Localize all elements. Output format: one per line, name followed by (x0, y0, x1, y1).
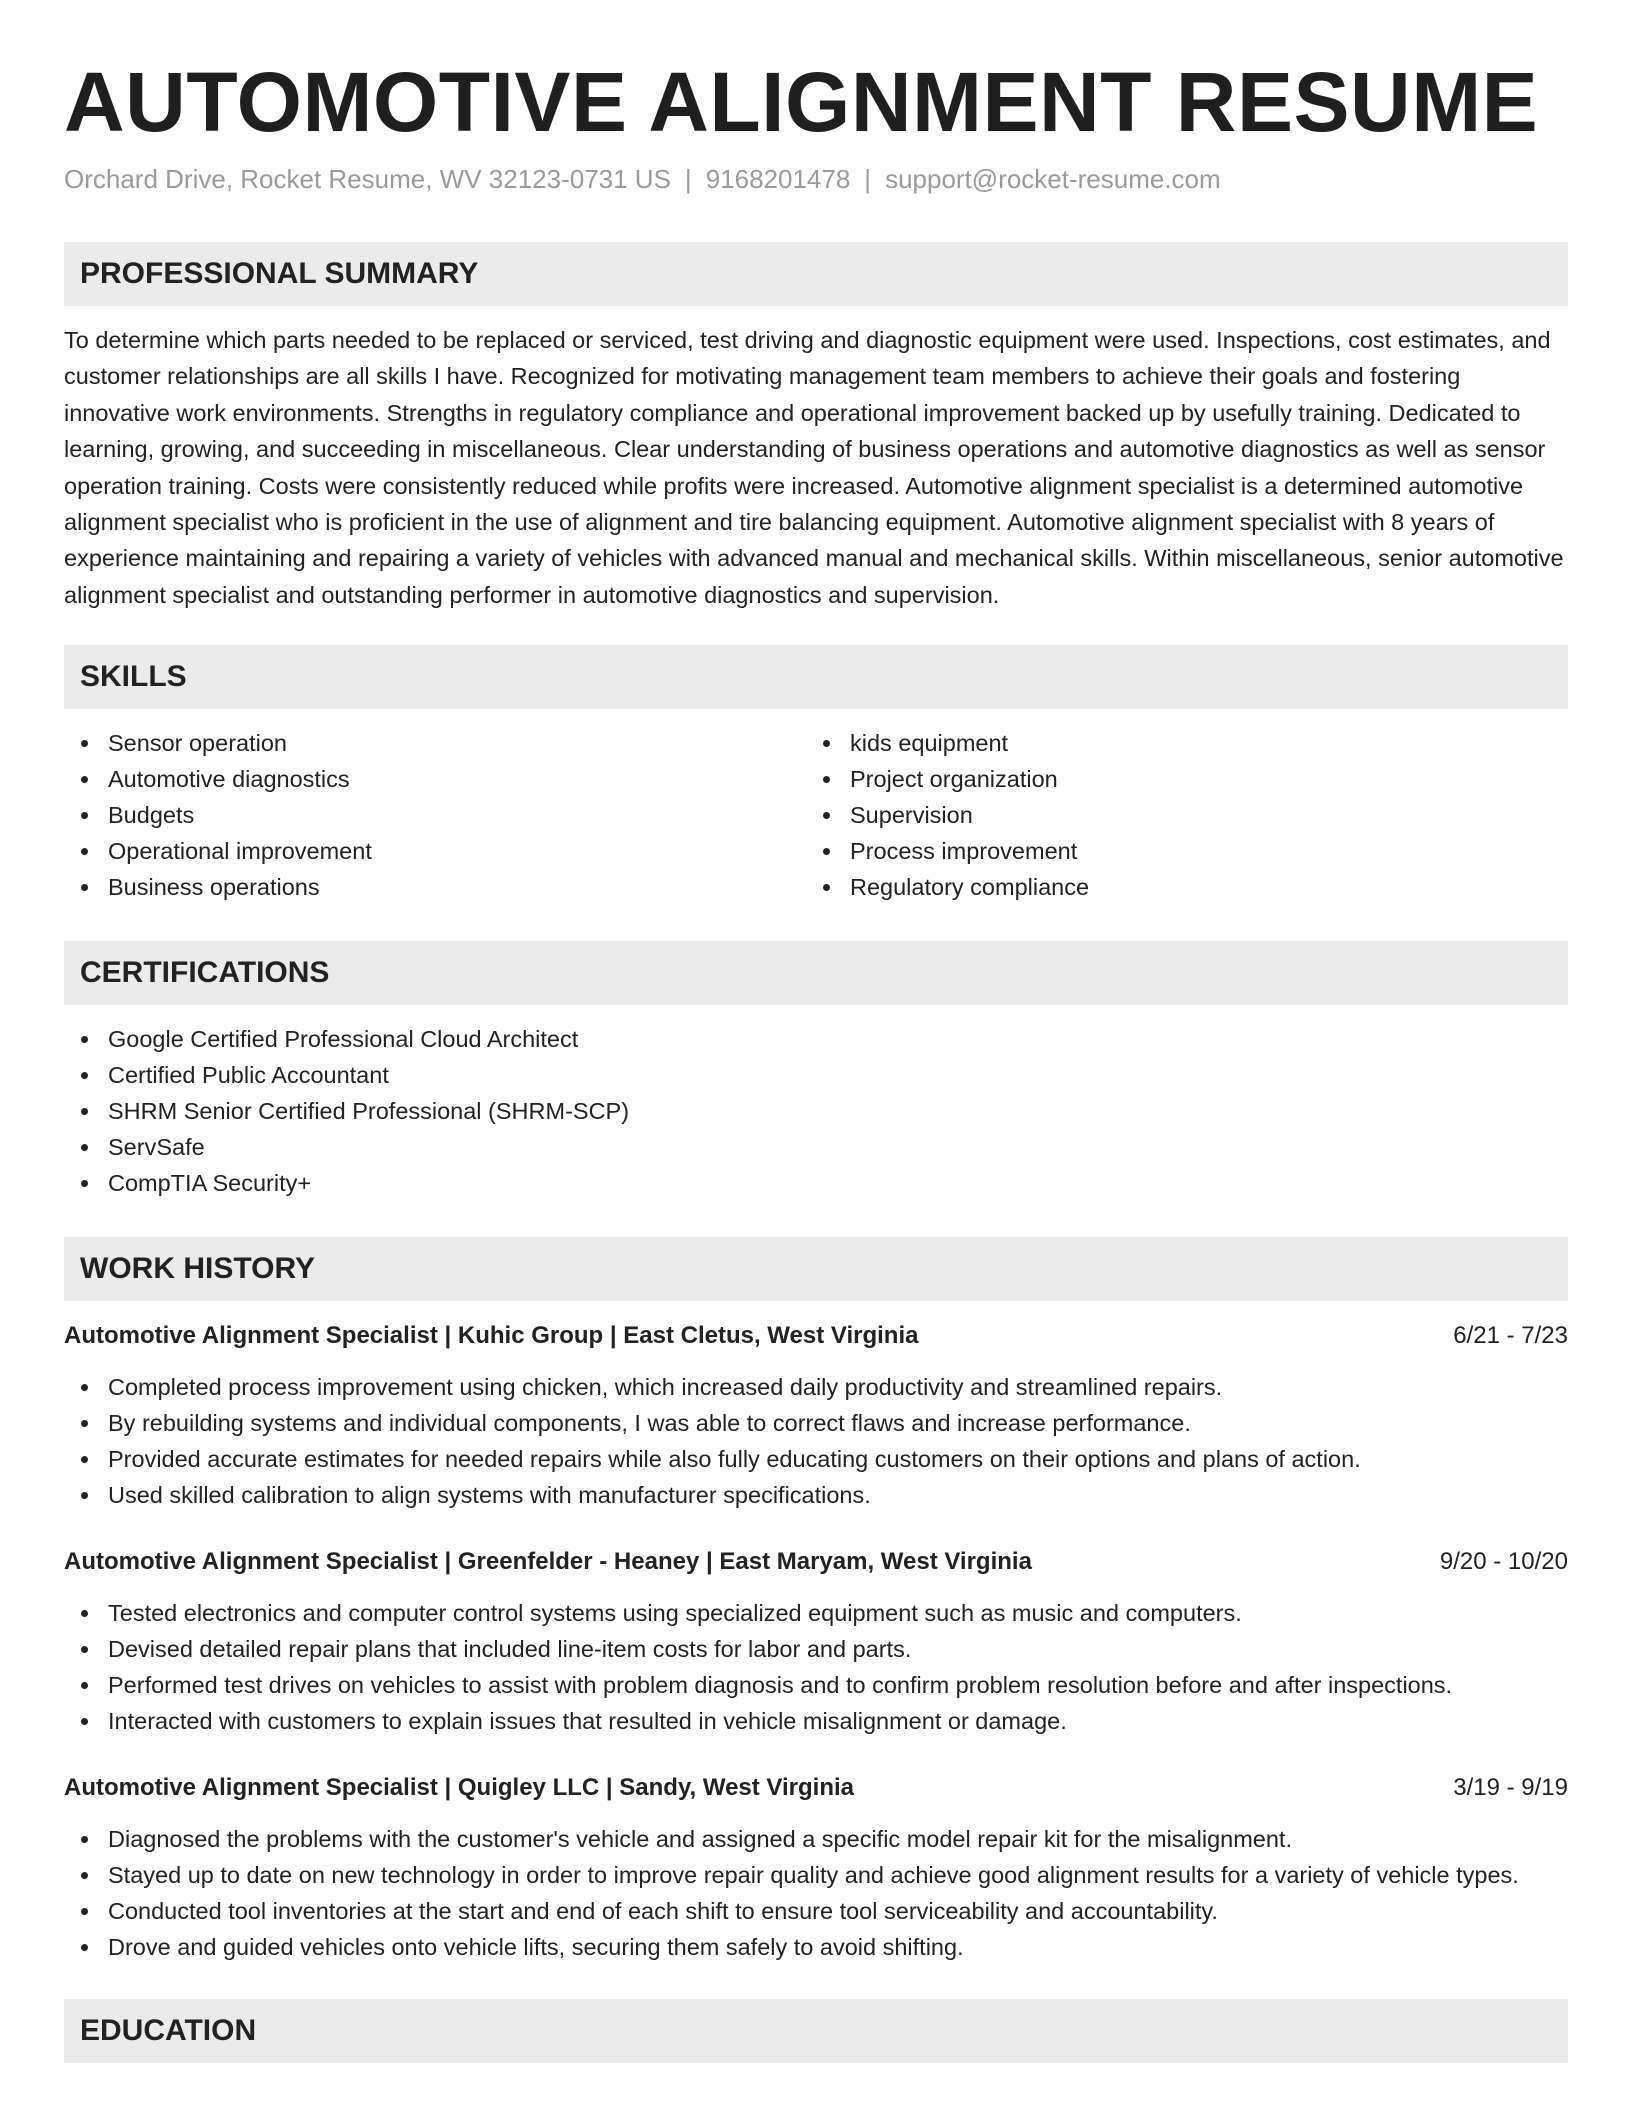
skill-item: Supervision (806, 797, 1548, 833)
skill-item: Project organization (806, 761, 1548, 797)
job-bullet: Interacted with customers to explain issues that resulted in vehicle misalignment or damage. (64, 1703, 1568, 1739)
job-dates: 3/19 - 9/19 (1453, 1774, 1568, 1802)
job-bullet: Used skilled calibration to align systems with manufacturer specifications. (64, 1477, 1568, 1513)
job-dates: 9/20 - 10/20 (1439, 1548, 1568, 1576)
job-entry (64, 1545, 1568, 1739)
section-heading-skills: SKILLS (64, 645, 1568, 709)
contact-email: support@rocket-resume.com (885, 164, 1221, 194)
job-header (64, 1771, 1568, 1805)
resume-page (64, 0, 1568, 2063)
job-entry (64, 1771, 1568, 1965)
certification-item: CompTIA Security+ (64, 1165, 1568, 1201)
certifications-list (64, 1021, 1568, 1201)
job-bullet: Tested electronics and computer control systems using specialized equipment such as music and computers. (64, 1595, 1568, 1631)
skill-item: Regulatory compliance (806, 869, 1548, 905)
job-bullets (64, 1369, 1568, 1513)
skills-grid (64, 725, 1568, 905)
section-heading-work-history: WORK HISTORY (64, 1237, 1568, 1301)
job-bullet: Performed test drives on vehicles to assist with problem diagnosis and to confirm problem resolution before and after inspections. (64, 1667, 1568, 1703)
skill-item: Automotive diagnostics (64, 761, 806, 797)
summary-text: To determine which parts needed to be replaced or serviced, test driving and diagnostic equipment were used. Inspections, cost estimates, and customer relationships are all skills I have. Recognized for motivating management team members to achieve their goals and fostering innovative work environments. Strengths in regulatory compliance and operational improvement backed up by usefully training. Dedicated to learning, growing, and succeeding in miscellaneous. Clear understanding of business operations and automotive diagnostics as well as sensor operation training. Costs were consistently reduced while profits were increased. Automotive alignment specialist is a determined automotive alignment specialist who is proficient in the use of alignment and tire balancing equipment. Automotive alignment specialist with 8 years of experience maintaining and repairing a variety of vehicles with advanced manual and mechanical skills. Within miscellaneous, senior automotive alignment specialist and outstanding performer in automotive diagnostics and supervision. (64, 327, 1564, 608)
certification-item: Google Certified Professional Cloud Architect (64, 1021, 1568, 1057)
job-entry (64, 1319, 1568, 1513)
job-bullet: By rebuilding systems and individual components, I was able to correct flaws and increase performance. (64, 1405, 1568, 1441)
certification-item: ServSafe (64, 1129, 1568, 1165)
section-heading-certifications: CERTIFICATIONS (64, 941, 1568, 1005)
resume-title: AUTOMOTIVE ALIGNMENT RESUME (64, 55, 1539, 149)
skill-item: Budgets (64, 797, 806, 833)
skill-item: kids equipment (806, 725, 1548, 761)
job-bullet: Conducted tool inventories at the start and end of each shift to ensure tool serviceability and accountability. (64, 1893, 1568, 1929)
contact-separator: | (864, 164, 872, 194)
job-title: Automotive Alignment Specialist | Greenfelder - Heaney | East Maryam, West Virginia (64, 1548, 1032, 1576)
contact-line (64, 162, 1568, 196)
skills-column-right (806, 725, 1548, 905)
job-bullet: Provided accurate estimates for needed repairs while also fully educating customers on their options and plans of action. (64, 1441, 1568, 1477)
job-header (64, 1319, 1568, 1353)
section-heading-education: EDUCATION (64, 1999, 1568, 2063)
job-bullets (64, 1821, 1568, 1965)
job-dates: 6/21 - 7/23 (1453, 1322, 1568, 1350)
skill-item: Business operations (64, 869, 806, 905)
contact-separator: | (684, 164, 692, 194)
job-title: Automotive Alignment Specialist | Kuhic Group | East Cletus, West Virginia (64, 1322, 919, 1350)
job-bullet: Stayed up to date on new technology in order to improve repair quality and achieve good alignment results for a variety of vehicle types. (64, 1857, 1568, 1893)
job-bullet: Completed process improvement using chicken, which increased daily productivity and streamlined repairs. (64, 1369, 1568, 1405)
skill-item: Operational improvement (64, 833, 806, 869)
contact-phone: 9168201478 (705, 164, 851, 194)
job-bullets (64, 1595, 1568, 1739)
job-header (64, 1545, 1568, 1579)
job-bullet: Drove and guided vehicles onto vehicle lifts, securing them safely to avoid shifting. (64, 1929, 1568, 1965)
job-bullet: Devised detailed repair plans that included line-item costs for labor and parts. (64, 1631, 1568, 1667)
skill-item: Sensor operation (64, 725, 806, 761)
certification-item: SHRM Senior Certified Professional (SHRM-SCP) (64, 1093, 1568, 1129)
certification-item: Certified Public Accountant (64, 1057, 1568, 1093)
section-heading-summary: PROFESSIONAL SUMMARY (64, 242, 1568, 306)
skill-item: Process improvement (806, 833, 1548, 869)
job-title: Automotive Alignment Specialist | Quigley LLC | Sandy, West Virginia (64, 1774, 855, 1802)
contact-address: Orchard Drive, Rocket Resume, WV 32123-0731 US (64, 164, 671, 194)
job-bullet: Diagnosed the problems with the customer's vehicle and assigned a specific model repair kit for the misalignment. (64, 1821, 1568, 1857)
skills-column-left (64, 725, 806, 905)
